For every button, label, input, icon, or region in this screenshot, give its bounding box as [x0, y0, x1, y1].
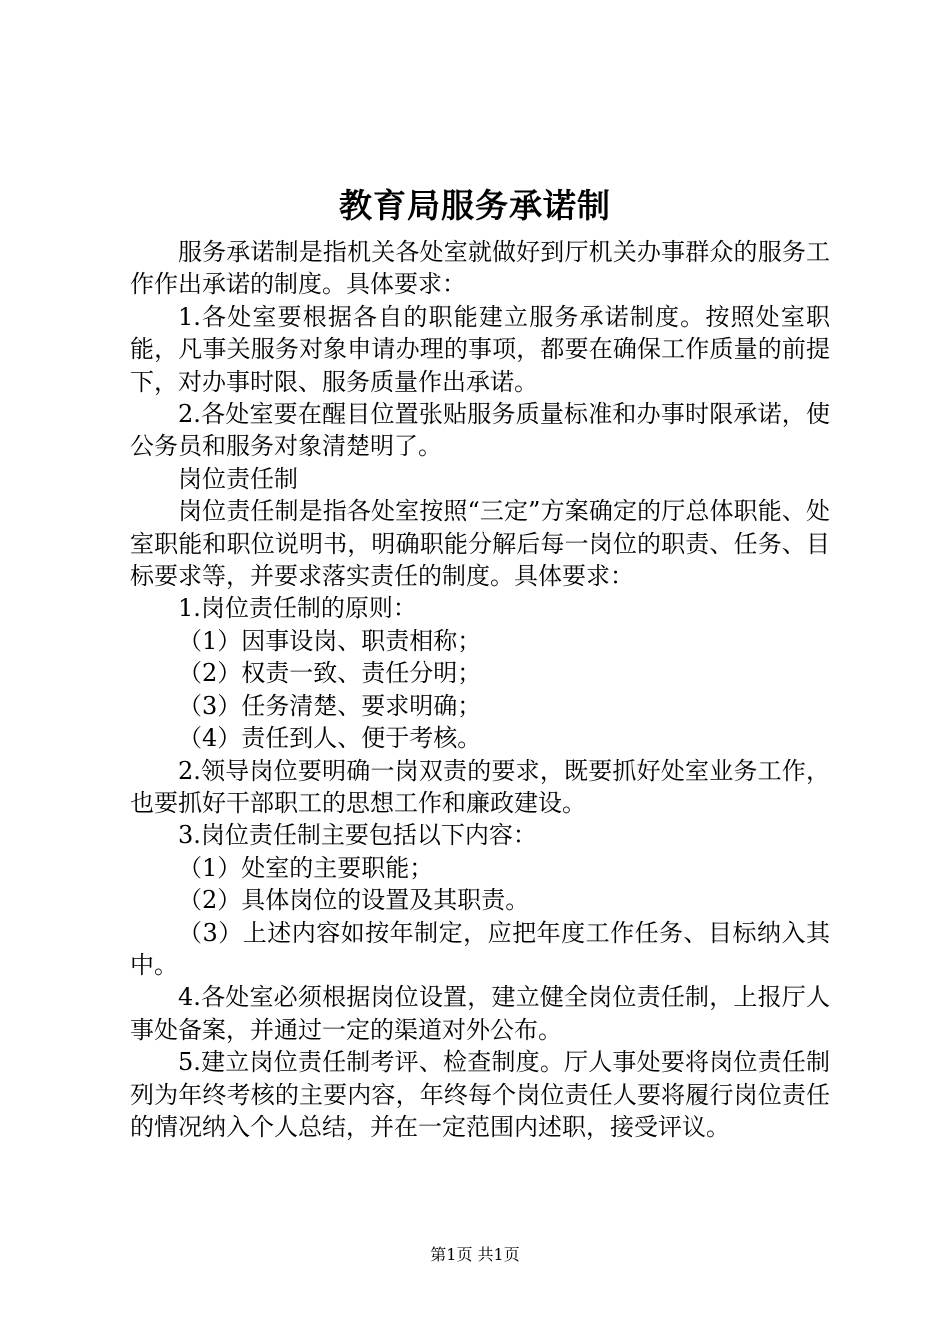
paragraph-section-intro: 岗位责任制是指各处室按照“三定”方案确定的厅总体职能、处室职能和职位说明书，明确职能分解后每一岗位的职责、任务、目标要求等，并要求落实责任的制度。具体要求： — [130, 497, 830, 591]
list-item: （3）任务清楚、要求明确； — [178, 691, 482, 720]
list-item: （1）处室的主要职能； — [178, 853, 434, 882]
paragraph-item-5: 5.建立岗位责任制考评、检查制度。厅人事处要将岗位责任制列为年终考核的主要内容，年终每个岗位责任人要将履行岗位责任的情况纳入个人总结，并在一定范围内述职，接受评议。 — [130, 1048, 830, 1141]
document-title: 教育局服务承诺制 — [339, 186, 611, 225]
paragraph-intro: 服务承诺制是指机关各处室就做好到厅机关办事群众的服务工作作出承诺的制度。具体要求： — [130, 238, 830, 299]
list-item: （1）因事设岗、职责相称； — [178, 626, 482, 655]
page-number-footer: 第1页 共1页 — [430, 1245, 520, 1264]
paragraph-item-2: 2.各处室要在醒目位置张贴服务质量标准和办事时限承诺，使公务员和服务对象清楚明了。 — [130, 400, 830, 461]
paragraph-item-2b: 2.领导岗位要明确一岗双责的要求，既要抓好处室业务工作，也要抓好干部职工的思想工作和廉政建设。 — [130, 756, 830, 817]
list-item: （2）具体岗位的设置及其职责。 — [178, 886, 530, 915]
section-heading: 岗位责任制 — [178, 464, 298, 493]
list-item: （2）权责一致、责任分明； — [178, 659, 482, 688]
list-item: （3）上述内容如按年制定，应把年度工作任务、目标纳入其中。 — [130, 918, 830, 979]
paragraph-item-3: 3.岗位责任制主要包括以下内容： — [178, 821, 537, 850]
paragraph-item-4: 4.各处室必须根据岗位设置，建立健全岗位责任制，上报厅人事处备案，并通过一定的渠道对外公布。 — [130, 983, 830, 1044]
paragraph-item-1: 1.各处室要根据各自的职能建立服务承诺制度。按照处室职能，凡事关服务对象申请办理的事项，都要在确保工作质量的前提下，对办事时限、服务质量作出承诺。 — [130, 302, 830, 396]
document-body — [130, 236, 830, 1143]
list-item: （4）责任到人、便于考核。 — [178, 724, 482, 753]
paragraph-principles: 1.岗位责任制的原则： — [178, 594, 417, 623]
